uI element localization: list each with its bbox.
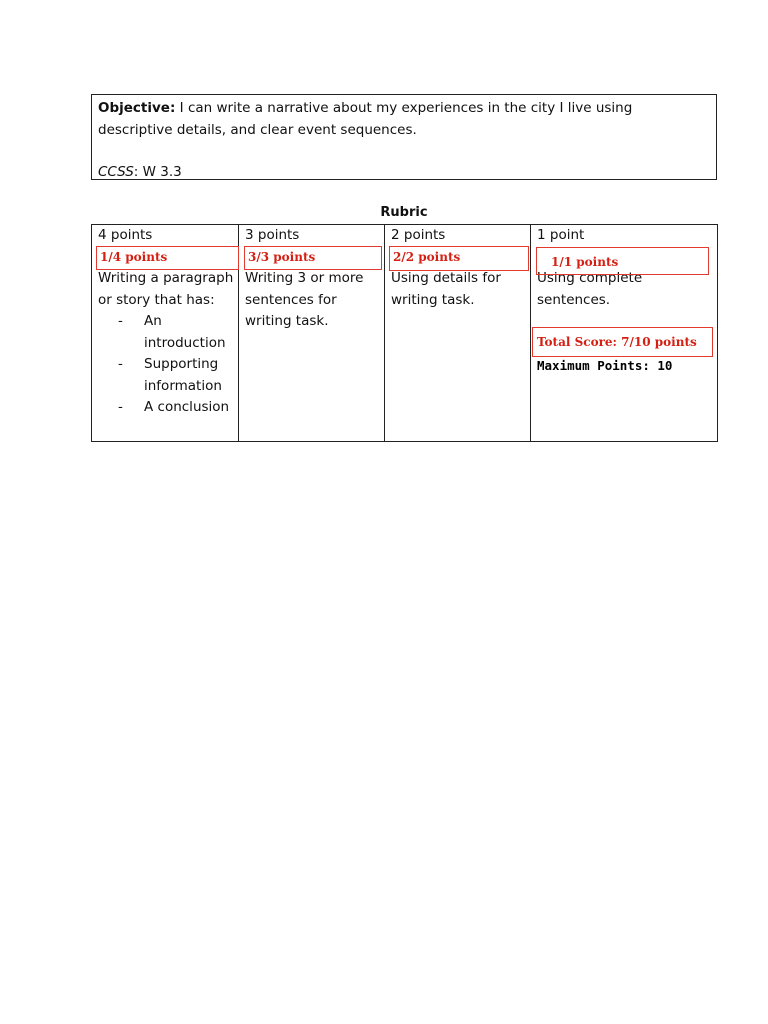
rubric-column-2-points xyxy=(385,225,531,441)
objective-label: Objective: xyxy=(98,100,176,116)
ccss-label: CCSS xyxy=(98,164,134,180)
objective-statement: I can write a narrative about my experiences in the city I live using descriptive details, and clear event sequences. xyxy=(98,100,633,138)
criteria-text: Using details for writing task. xyxy=(391,270,501,308)
ccss-value: : W 3.3 xyxy=(133,164,182,180)
score-annotation: 1/4 points xyxy=(96,246,239,270)
rubric-title: Rubric xyxy=(380,205,428,220)
column-header: 4 points xyxy=(98,227,153,243)
maximum-points: Maximum Points: 10 xyxy=(537,358,673,373)
column-header: 3 points xyxy=(245,227,300,243)
criteria-text: Writing a paragraph or story that has: xyxy=(98,270,234,308)
criteria-text: Writing 3 or more sentences for writing task. xyxy=(245,270,364,329)
objective-box xyxy=(91,94,717,180)
total-score-annotation: Total Score: 7/10 points xyxy=(532,327,713,357)
column-header: 2 points xyxy=(391,227,446,243)
score-annotation: 3/3 points xyxy=(244,246,382,270)
list-item: - Supporting information xyxy=(98,354,238,397)
score-annotation: 1/1 points xyxy=(536,247,709,275)
rubric-column-3-points xyxy=(239,225,385,441)
ccss-line xyxy=(98,161,710,183)
objective-text xyxy=(98,97,710,141)
score-annotation: 2/2 points xyxy=(389,246,529,271)
column-header: 1 point xyxy=(537,227,585,243)
criteria-list xyxy=(98,311,238,419)
list-item: - A conclusion xyxy=(98,397,238,419)
rubric-column-1-point xyxy=(531,225,717,441)
rubric-table xyxy=(91,224,718,442)
criteria-text: Using complete sentences. xyxy=(537,270,643,308)
rubric-column-4-points xyxy=(92,225,239,441)
list-item: - An introduction xyxy=(98,311,238,354)
